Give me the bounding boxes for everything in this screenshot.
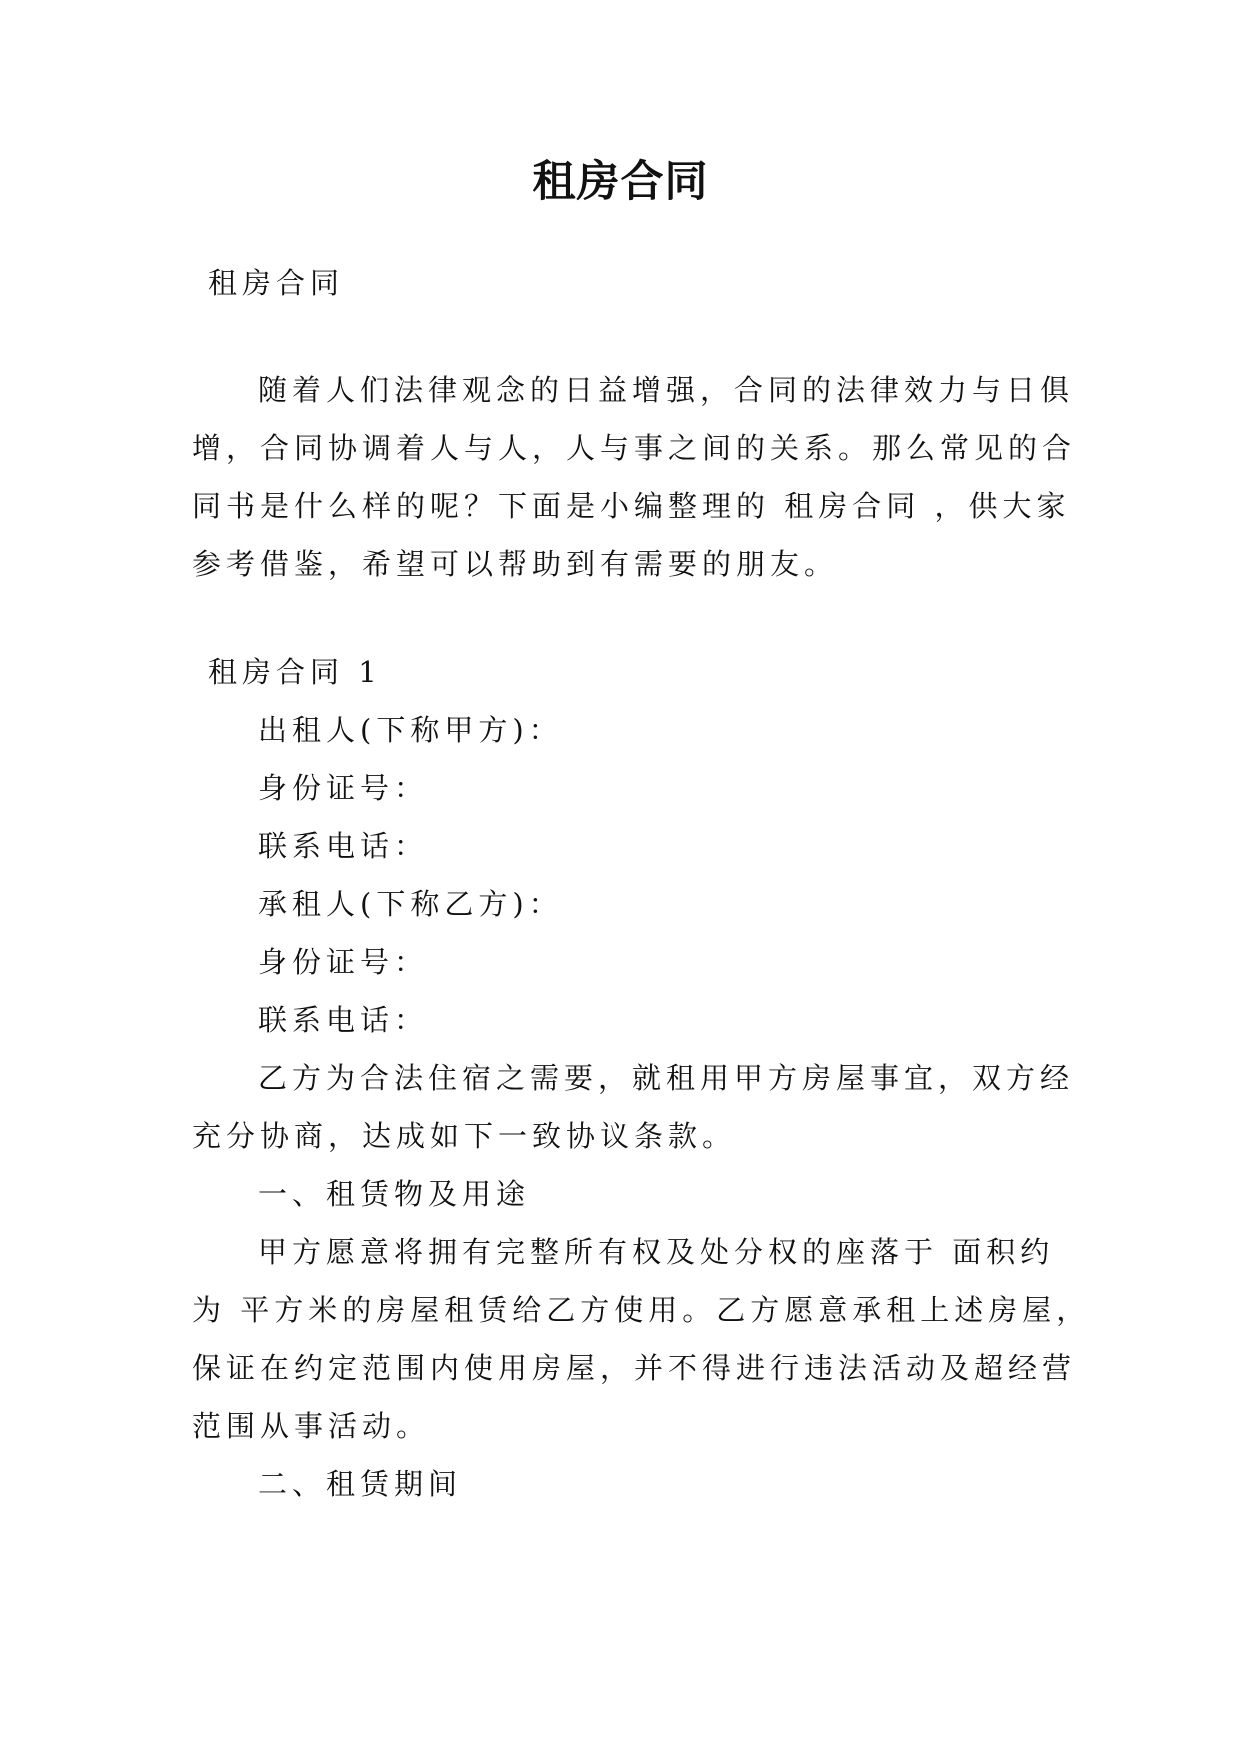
intro-line-2: 增，合同协调着人与人，人与事之间的关系。那么常见的合 [192,431,1077,465]
document-subtitle: 租房合同 [208,266,345,300]
field-lessee-id: 身份证号： [258,945,429,979]
clause1-line-4: 范围从事活动。 [192,1409,431,1443]
intro-line-4: 参考借鉴，希望可以帮助到有需要的朋友。 [192,547,839,581]
intro-line-3: 同书是什么样的呢？下面是小编整理的 租房合同 ，供大家 [192,489,1071,523]
intro-line-1: 随着人们法律观念的日益增强，合同的法律效力与日俱 [258,373,1075,407]
clause1-line-1: 甲方愿意将拥有完整所有权及处分权的座落于 面积约 [258,1235,1055,1269]
field-lessor-id: 身份证号： [258,771,429,805]
section-title: 租房合同 1 [208,655,382,689]
preamble-line-2: 充分协商，达成如下一致协议条款。 [192,1119,737,1153]
field-lessor: 出租人(下称甲方)： [258,713,563,747]
field-lessee-phone: 联系电话： [258,1003,429,1037]
field-lessor-phone: 联系电话： [258,829,429,863]
clause1-heading: 一、租赁物及用途 [258,1177,531,1211]
preamble-line-1: 乙方为合法住宿之需要，就租用甲方房屋事宜，双方经 [258,1061,1075,1095]
clause2-heading: 二、租赁期间 [258,1467,463,1501]
field-lessee: 承租人(下称乙方)： [258,887,563,921]
clause1-line-3: 保证在约定范围内使用房屋，并不得进行违法活动及超经营 [192,1351,1077,1385]
clause1-line-2: 为 平方米的房屋租赁给乙方使用。乙方愿意承租上述房屋， [192,1293,1091,1327]
document-title: 租房合同 [532,157,709,207]
